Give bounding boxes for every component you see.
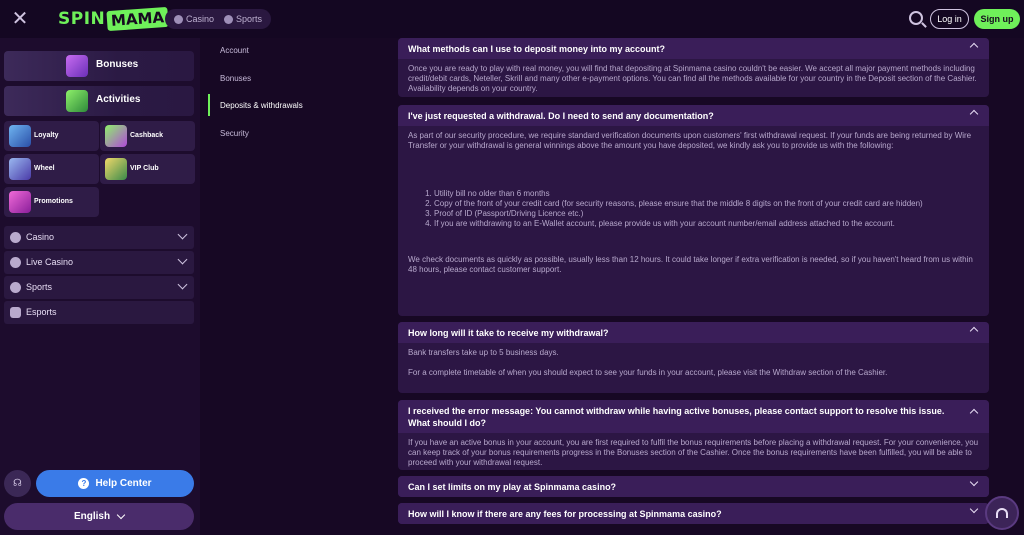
chevron-down-icon[interactable] [178,230,188,240]
list-item: 4. If you are withdrawing to an E-Wallet account, please provide us with your account number/email address attached to the account. [434,219,979,229]
promotions-icon [9,191,31,213]
sidebar-tile-vip-club[interactable] [100,154,195,184]
chevron-down-icon[interactable] [178,280,188,290]
faq-item [398,400,989,470]
faq-item [398,322,989,393]
question-icon: ? [78,478,89,489]
nav-label: Casino [26,232,55,242]
help-center-label: Help Center [95,478,152,489]
ball-icon [224,15,233,24]
chevron-up-icon[interactable] [970,327,978,335]
faq-question-text: What methods can I use to deposit money into my account? [408,44,666,54]
sidebar-item-activities[interactable] [4,86,194,116]
wheel-icon [9,158,31,180]
sidebar-item-sports[interactable] [4,276,194,299]
tile-label: Wheel [34,165,55,172]
faq-question-text: How long will it take to receive my withdrawal? [408,328,609,338]
live-icon [10,257,21,268]
login-button[interactable]: Log in [930,9,969,29]
help-center-button[interactable] [36,470,194,497]
faq-question[interactable] [398,38,989,59]
tile-label: Cashback [130,132,164,139]
faq-item [398,476,989,497]
subnav-item-bonuses[interactable]: Bonuses [220,73,252,83]
logo-spin-text: SPIN [58,9,106,29]
nav-label: Esports [26,307,57,317]
faq-question[interactable] [398,476,989,497]
logo[interactable] [58,6,168,32]
subnav-item-security[interactable]: Security [220,128,249,138]
tile-label: Loyalty [34,132,59,139]
faq-question[interactable] [398,322,989,343]
faq-answer [398,59,989,97]
support-chat-button[interactable] [985,496,1019,530]
faq-category-nav [208,38,393,535]
faq-question[interactable] [398,400,989,433]
sidebar-item-bonuses[interactable] [4,51,194,81]
sidebar-tile-loyalty[interactable] [4,121,99,151]
faq-question[interactable] [398,105,989,126]
faq-question-text: Can I set limits on my play at Spinmama casino? [408,482,617,492]
list-item: 3. Proof of ID (Passport/Driving Licence etc.) [434,209,979,219]
nav-label: Sports [26,282,53,292]
faq-item [398,503,989,524]
faq-answer [398,433,989,470]
subnav-item-deposits-withdrawals[interactable]: Deposits & withdrawals [208,94,388,116]
tab-sports-label: Sports [236,14,263,24]
top-bar [0,0,1024,38]
chevron-up-icon[interactable] [970,409,978,417]
faq-item [398,38,989,97]
sidebar-item-esports[interactable] [4,301,194,324]
sidebar-tile-promotions[interactable] [4,187,99,217]
close-icon[interactable]: ✕ [11,8,29,30]
faq-question-text: How will I know if there are any fees for processing at Spinmama casino? [408,509,722,519]
logo-mama-text: MAMA [107,7,169,31]
sidebar-item-label: Activities [96,94,141,105]
faq-question-text: I received the error message: You cannot withdraw while having active bonuses, please contact support to resolve this issue. What should I do? [408,406,945,428]
sidebar-item-live-casino[interactable] [4,251,194,274]
sidebar-tile-wheel[interactable] [4,154,99,184]
top-tabs [165,9,271,29]
tab-casino-label: Casino [186,14,215,24]
gamepad-icon [10,307,21,318]
vip-club-icon [105,158,127,180]
sidebar [0,38,200,535]
faq-answer-outro: We check documents as quickly as possible, usually less than 12 hours. It could take longer if extra verification is needed, so if you haven't heard from us within 48 hours, please contact customer support. [408,255,973,274]
faq-question[interactable] [398,503,989,524]
faq-question-text: I've just requested a withdrawal. Do I need to send any documentation? [408,111,714,121]
faq-answer-intro: As part of our security procedure, we require standard verification documents upon customers' first withdrawal request. If your funds are being returned by Wire Transfer or your withdrawal is general winnings above the amount you have deposited, we kindly ask you to provide us with the following: [408,131,972,150]
faq-answer-text: Bank transfers take up to 5 business days. [408,348,559,357]
sidebar-item-casino[interactable] [4,226,194,249]
tab-sports[interactable] [219,9,267,29]
ball-icon [10,282,21,293]
faq-answer-text: Once you are ready to play with real money, you will find that depositing at Spinmama casino couldn't be easier. We accept all major payment methods including credit/debit cards, Neteller, Skrill and many other e-payment options. You can find all the methods available for your country in the Deposit section of the Cashier. Availability depends on your country. [408,64,977,93]
bonus-gem-icon [66,55,88,77]
faq-answer [398,343,989,382]
tile-label: Promotions [34,198,73,205]
faq-answer-text: If you have an active bonus in your account, you are first required to fulfil the bonus requirements before placing a withdrawal request. For your convenience, you can keep track of your bonus requirements progress in the Bonuses section of the Cashier. Once the bonus requirements have been fulfilled, you will be able to proceed with your withdrawal request. [408,438,979,467]
faq-answer-text-2: For a complete timetable of when you should expect to see your funds in your account, please visit the Withdraw section of the Cashier. [408,368,888,377]
cashback-icon [105,125,127,147]
subnav-item-account[interactable]: Account [220,45,249,55]
language-selector[interactable] [4,503,194,530]
casino-chip-icon [10,232,21,243]
chevron-up-icon[interactable] [970,43,978,51]
loyalty-icon [9,125,31,147]
chevron-down-icon[interactable] [970,478,978,486]
activities-gem-icon [66,90,88,112]
language-label: English [73,511,111,522]
sidebar-tile-cashback[interactable] [100,121,195,151]
tab-casino[interactable] [169,9,219,29]
list-item: 2. Copy of the front of your credit card (for security reasons, please ensure that the middle 8 digits on the front of your credit card are hidden) [434,199,979,209]
headset-icon[interactable]: ☊ [4,470,31,497]
list-item: 1. Utility bill no older than 6 months [434,189,979,199]
document-list [434,189,979,229]
casino-chip-icon [174,15,183,24]
chevron-down-icon[interactable] [178,255,188,265]
chevron-down-icon [117,511,125,519]
chevron-down-icon[interactable] [970,505,978,513]
nav-label: Live Casino [26,257,74,267]
tile-label: VIP Club [130,165,159,172]
sidebar-item-label: Bonuses [96,59,139,70]
search-icon[interactable] [909,11,923,25]
signup-button[interactable]: Sign up [974,9,1020,29]
faq-item [398,105,989,316]
faq-answer [398,126,989,279]
chevron-up-icon[interactable] [970,110,978,118]
headset-icon [996,508,1008,518]
